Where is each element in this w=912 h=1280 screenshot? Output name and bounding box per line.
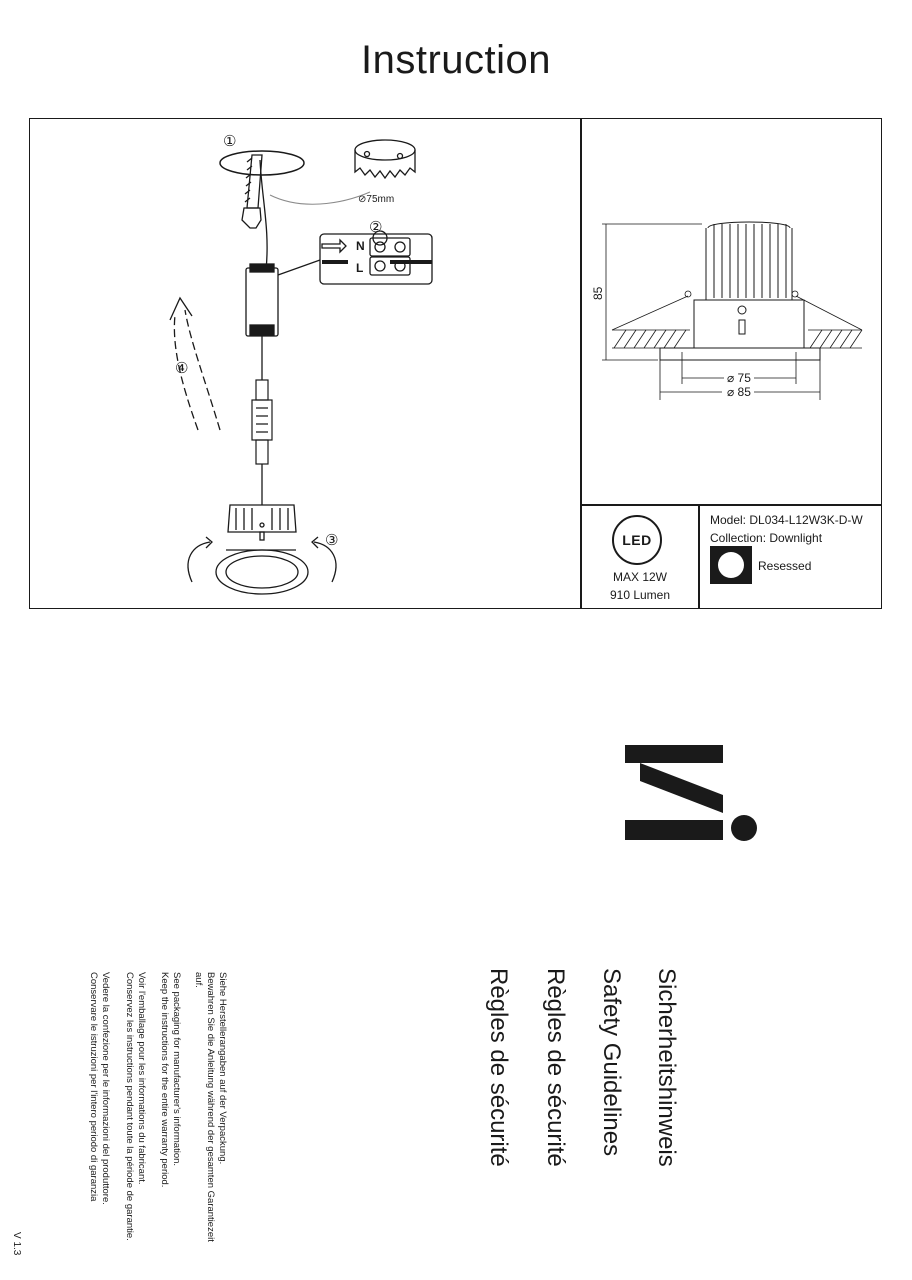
hole-size-label: ⊘75mm bbox=[358, 194, 395, 205]
hole-leader-line bbox=[270, 192, 370, 204]
driver-icon bbox=[246, 264, 278, 336]
note-fr-1: Voir l'emballage pour les informations du fabricant. bbox=[136, 972, 147, 1185]
ceiling-hatch-left bbox=[612, 291, 691, 348]
safety-heading-en: Safety Guidelines bbox=[598, 968, 625, 1157]
note-it-1: Vedere la confezione per le informazioni del produttore. bbox=[100, 972, 111, 1205]
collection-label: Collection: Downlight bbox=[710, 531, 823, 545]
rotate-arrows-icon bbox=[188, 537, 336, 582]
step-1-label: ① bbox=[223, 132, 237, 150]
power-label: MAX 12W bbox=[612, 570, 667, 584]
brand-logo bbox=[620, 740, 760, 850]
terminal-l-label: L bbox=[356, 261, 364, 275]
outer-dimension-label: ⌀ 85 bbox=[727, 385, 751, 399]
dimension-drawing bbox=[582, 120, 882, 500]
terminal-block-icon bbox=[320, 231, 432, 284]
step-4-label: ④ bbox=[175, 359, 189, 377]
step-2-label: ② bbox=[369, 218, 383, 236]
step-3-label: ③ bbox=[325, 531, 339, 549]
note-de-2: Bewahren Sie die Anleitung während der gesamten Garantiezeit bbox=[205, 972, 216, 1242]
safety-heading-fr: Règles de sécurité bbox=[542, 968, 569, 1167]
page-title: Instruction bbox=[360, 38, 552, 82]
led-badge: LED bbox=[612, 515, 662, 565]
frame-divider-horizontal bbox=[580, 504, 882, 506]
safety-heading-fr-2: Règles de sécurité bbox=[485, 968, 512, 1167]
safety-heading-de: Sicherheitshinweis bbox=[653, 968, 680, 1167]
cutout-dimension-label: ⌀ 75 bbox=[727, 371, 751, 385]
terminal-leader-line bbox=[278, 260, 320, 275]
height-dimension-label: 85 bbox=[591, 286, 605, 300]
hole-saw-icon bbox=[355, 140, 415, 178]
note-fr-2: Conservez les instructions pendant toute la période de garantie. bbox=[124, 972, 135, 1241]
installation-diagram bbox=[30, 120, 580, 600]
model-label: Model: DL034-L12W3K-D-W bbox=[710, 513, 863, 527]
ceiling-hatch-right bbox=[792, 291, 862, 348]
note-en-2: Keep the instructions for the entire warranty period. bbox=[159, 972, 170, 1188]
lumen-label: 910 Lumen bbox=[609, 588, 671, 602]
downlight-fixture-icon bbox=[216, 505, 308, 594]
note-en-1: See packaging for manufacturer's information. bbox=[171, 972, 182, 1167]
version-label: V 1.3 bbox=[11, 1232, 22, 1256]
saw-icon bbox=[242, 155, 262, 228]
mount-label: Resessed bbox=[758, 559, 812, 573]
note-de-3: auf. bbox=[193, 972, 204, 988]
arrow-head bbox=[170, 298, 192, 320]
height-dimension-line bbox=[602, 224, 702, 360]
note-it-2: Conservare le istruzioni per l'intero periodo di garanzia bbox=[88, 972, 99, 1202]
recessed-icon bbox=[710, 546, 752, 584]
terminal-n-label: N bbox=[356, 239, 365, 253]
connector-icon bbox=[252, 380, 272, 464]
note-de-1: Siehe Herstellerangaben auf der Verpackung. bbox=[217, 972, 228, 1165]
